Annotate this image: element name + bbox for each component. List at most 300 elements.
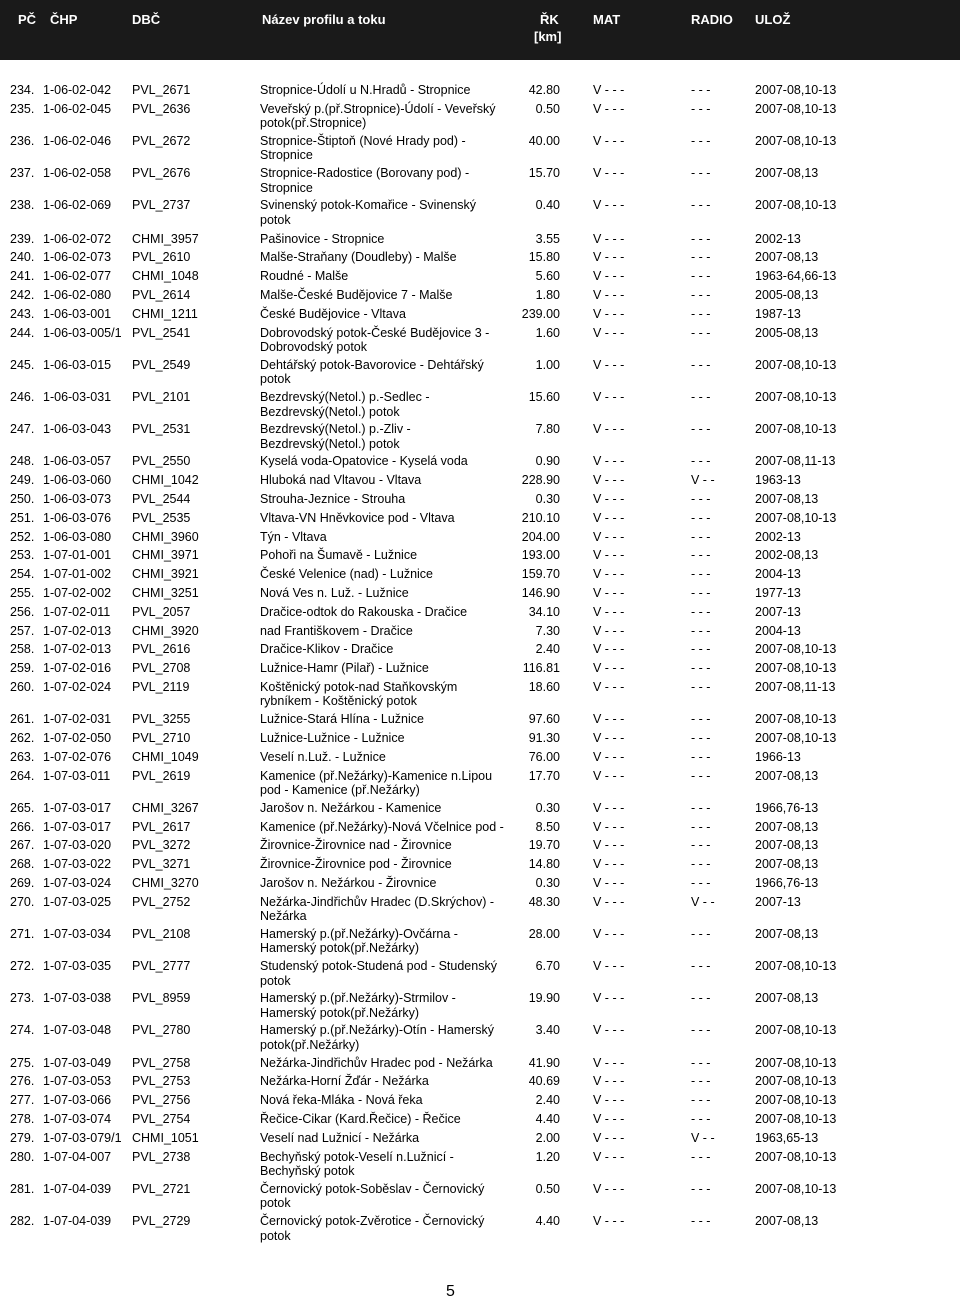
cell-rk: 17.70	[528, 768, 560, 783]
cell-mat: V - - -	[593, 231, 625, 246]
header-rk-unit: [km]	[534, 29, 562, 44]
cell-nazev: Hluboká nad Vltavou - Vltava	[260, 473, 422, 488]
cell-por: 258.	[10, 642, 35, 657]
cell-nazev: Lužnice-Hamr (Pilař) - Lužnice	[260, 661, 429, 676]
cell-dbc: PVL_3255	[132, 712, 191, 727]
cell-mat: V - - -	[593, 422, 625, 437]
cell-nazev: Bezdrevský(Netol.) p.-Zliv - Bezdrevský(Netol.) potok	[260, 422, 411, 451]
cell-dbc: CHMI_3251	[132, 585, 199, 600]
cell-por: 250.	[10, 491, 35, 506]
cell-dbc: PVL_2753	[132, 1074, 191, 1089]
cell-dbc: PVL_2101	[132, 390, 191, 405]
cell-rk: 41.90	[528, 1055, 560, 1070]
cell-uloz: 2007-08,10-13	[755, 959, 837, 974]
cell-nazev: Jarošov n. Nežárkou - Žirovnice	[260, 875, 437, 890]
cell-radio: - - -	[691, 198, 711, 213]
table-header	[0, 0, 960, 60]
cell-dbc: PVL_2676	[132, 166, 191, 181]
table-row	[0, 1074, 960, 1089]
cell-mat: V - - -	[593, 1181, 625, 1196]
table-row	[0, 1093, 960, 1108]
table-row	[0, 358, 960, 387]
cell-mat: V - - -	[593, 166, 625, 181]
cell-radio: - - -	[691, 83, 711, 97]
cell-rk: 19.70	[528, 838, 560, 853]
cell-uloz: 1966-13	[755, 749, 801, 764]
cell-chp: 1-06-03-001	[43, 306, 112, 321]
cell-nazev: Dračice-Klikov - Dračice	[260, 642, 394, 657]
cell-por: 277.	[10, 1093, 35, 1108]
table-row	[0, 624, 960, 639]
cell-nazev: Svinenský potok-Komařice - Svinenský potok	[260, 198, 477, 227]
cell-mat: V - - -	[593, 800, 625, 815]
cell-chp: 1-07-03-022	[43, 857, 112, 872]
cell-radio: - - -	[691, 1214, 711, 1228]
cell-chp: 1-06-02-080	[43, 288, 112, 303]
cell-nazev: Černovický potok-Soběslav - Černovický potok	[260, 1181, 485, 1211]
cell-uloz: 2007-08,11-13	[755, 454, 836, 469]
cell-chp: 1-07-03-011	[43, 768, 111, 783]
cell-rk: 14.80	[528, 857, 560, 872]
cell-chp: 1-06-02-042	[43, 83, 112, 97]
cell-radio: - - -	[691, 623, 711, 638]
cell-chp: 1-06-03-057	[43, 454, 112, 469]
cell-uloz: 2007-08,13	[755, 491, 819, 506]
cell-uloz: 2007-08,13	[755, 838, 819, 853]
cell-dbc: PVL_2619	[132, 768, 191, 783]
cell-por: 245.	[10, 357, 35, 372]
cell-rk: 116.81	[522, 661, 560, 676]
cell-uloz: 2007-08,10-13	[755, 1074, 837, 1089]
cell-rk: 34.10	[528, 604, 560, 619]
cell-por: 236.	[10, 133, 35, 148]
cell-rk: 3.40	[535, 1023, 560, 1038]
cell-chp: 1-07-02-013	[43, 642, 112, 657]
cell-nazev: Veveřský p.(př.Stropnice)-Údolí - Veveřský potok(př.Stropnice)	[260, 101, 496, 131]
table-row	[0, 269, 960, 284]
table-row	[0, 586, 960, 601]
table-row	[0, 1150, 960, 1179]
cell-dbc: PVL_8959	[132, 991, 191, 1006]
cell-por: 238.	[10, 198, 35, 213]
cell-radio: - - -	[691, 491, 711, 506]
table-row	[0, 838, 960, 853]
cell-por: 239.	[10, 231, 35, 246]
header-chp: ČHP	[50, 12, 78, 27]
cell-mat: V - - -	[593, 679, 625, 694]
table-row	[0, 1131, 960, 1146]
table-row	[0, 661, 960, 676]
cell-uloz: 2007-08,10-13	[755, 1093, 837, 1108]
table-row	[0, 857, 960, 872]
cell-radio: - - -	[691, 959, 711, 974]
cell-uloz: 2007-08,13	[755, 166, 819, 181]
cell-nazev: Vltava-VN Hněvkovice pod - Vltava	[260, 510, 455, 525]
table-row	[0, 1056, 960, 1071]
cell-nazev: Studenský potok-Studená pod - Studenský potok	[260, 959, 497, 988]
cell-nazev: Kyselá voda-Opatovice - Kyselá voda	[260, 454, 468, 469]
cell-uloz: 2007-08,13	[755, 857, 819, 872]
cell-chp: 1-07-01-001	[43, 548, 112, 563]
table-row	[0, 166, 960, 195]
cell-mat: V - - -	[593, 473, 625, 488]
cell-rk: 239.00	[521, 306, 560, 321]
cell-rk: 48.30	[528, 894, 560, 909]
cell-uloz: 2007-08,10-13	[755, 730, 837, 745]
cell-dbc: PVL_2535	[132, 510, 191, 525]
cell-rk: 159.70	[521, 567, 560, 582]
cell-por: 234.	[10, 83, 35, 97]
table-row	[0, 83, 960, 98]
cell-mat: V - - -	[593, 1074, 625, 1089]
cell-rk: 15.80	[528, 250, 560, 265]
cell-dbc: CHMI_3957	[132, 231, 199, 246]
cell-mat: V - - -	[593, 959, 625, 974]
table-row	[0, 454, 960, 469]
cell-chp: 1-07-03-025	[43, 894, 112, 909]
cell-mat: V - - -	[593, 133, 625, 148]
cell-mat: V - - -	[593, 991, 625, 1006]
cell-chp: 1-07-03-020	[43, 838, 112, 853]
cell-mat: V - - -	[593, 661, 625, 676]
cell-dbc: PVL_2119	[132, 679, 190, 694]
cell-chp: 1-07-03-017	[43, 800, 112, 815]
cell-dbc: PVL_2550	[132, 454, 191, 469]
table-row	[0, 642, 960, 657]
table-row	[0, 1214, 960, 1243]
cell-mat: V - - -	[593, 198, 625, 213]
cell-mat: V - - -	[593, 926, 625, 941]
cell-rk: 1.60	[535, 325, 560, 340]
cell-mat: V - - -	[593, 250, 625, 265]
cell-mat: V - - -	[593, 819, 625, 834]
cell-nazev: Roudné - Malše	[260, 269, 349, 284]
header-uloz: ULOŽ	[755, 12, 791, 27]
cell-dbc: PVL_2710	[132, 730, 191, 745]
table-row	[0, 769, 960, 798]
cell-rk: 193.00	[521, 548, 560, 563]
header-nazev: Název profilu a toku	[262, 12, 386, 27]
cell-dbc: PVL_2758	[132, 1055, 191, 1070]
cell-radio: - - -	[691, 838, 711, 853]
cell-radio: - - -	[691, 749, 711, 764]
cell-por: 280.	[10, 1149, 35, 1164]
cell-uloz: 2007-08,10-13	[755, 101, 837, 116]
cell-nazev: Nová řeka-Mláka - Nová řeka	[260, 1093, 423, 1108]
cell-dbc: PVL_2531	[132, 422, 191, 437]
cell-uloz: 2002-13	[755, 231, 801, 246]
cell-radio: - - -	[691, 712, 711, 727]
cell-chp: 1-06-02-046	[43, 133, 112, 148]
cell-radio: V - -	[691, 1130, 715, 1145]
cell-mat: V - - -	[593, 1023, 625, 1038]
cell-por: 259.	[10, 661, 35, 676]
cell-radio: - - -	[691, 991, 711, 1006]
cell-nazev: Hamerský p.(př.Nežárky)-Otín - Hamerský potok(př.Nežárky)	[260, 1023, 495, 1052]
cell-dbc: PVL_2108	[132, 926, 191, 941]
cell-mat: V - - -	[593, 1093, 625, 1108]
cell-por: 267.	[10, 838, 35, 853]
cell-dbc: CHMI_1049	[132, 749, 199, 764]
cell-radio: - - -	[691, 1074, 711, 1089]
cell-radio: - - -	[691, 231, 711, 246]
cell-rk: 91.30	[528, 730, 560, 745]
cell-radio: - - -	[691, 101, 711, 116]
cell-nazev: Týn - Vltava	[260, 529, 327, 544]
cell-mat: V - - -	[593, 101, 625, 116]
cell-nazev: Dobrovodský potok-České Budějovice 3 - Dobrovodský potok	[260, 325, 490, 355]
cell-dbc: CHMI_3270	[132, 875, 199, 890]
cell-nazev: Stropnice-Radostice (Borovany pod) - Stropnice	[260, 166, 470, 195]
cell-nazev: Hamerský p.(př.Nežárky)-Ovčárna - Hamerský potok(př.Nežárky)	[260, 926, 458, 956]
cell-uloz: 2007-08,13	[755, 926, 819, 941]
cell-chp: 1-06-02-073	[43, 250, 112, 265]
cell-uloz: 2007-08,13	[755, 1214, 819, 1228]
table-row	[0, 511, 960, 526]
cell-mat: V - - -	[593, 749, 625, 764]
cell-nazev: Nežárka-Jindřichův Hradec pod - Nežárka	[260, 1055, 493, 1070]
cell-nazev: Nová Ves n. Luž. - Lužnice	[260, 585, 409, 600]
cell-radio: - - -	[691, 642, 711, 657]
cell-rk: 5.60	[535, 269, 560, 284]
cell-mat: V - - -	[593, 768, 625, 783]
cell-dbc: PVL_2610	[132, 250, 191, 265]
cell-uloz: 2007-08,11-13	[755, 679, 836, 694]
cell-por: 269.	[10, 875, 35, 890]
cell-dbc: PVL_2708	[132, 661, 191, 676]
cell-por: 279.	[10, 1130, 35, 1145]
cell-mat: V - - -	[593, 510, 625, 525]
cell-por: 273.	[10, 991, 35, 1006]
cell-dbc: PVL_3271	[132, 857, 191, 872]
cell-chp: 1-06-02-077	[43, 269, 112, 284]
cell-mat: V - - -	[593, 604, 625, 619]
table-row	[0, 567, 960, 582]
cell-rk: 0.50	[535, 101, 560, 116]
cell-rk: 28.00	[528, 926, 560, 941]
table-row	[0, 1023, 960, 1052]
cell-mat: V - - -	[593, 1149, 625, 1164]
cell-rk: 1.00	[535, 357, 560, 372]
cell-por: 249.	[10, 473, 35, 488]
cell-rk: 40.69	[528, 1074, 560, 1089]
cell-uloz: 2007-08,10-13	[755, 642, 837, 657]
table-row	[0, 991, 960, 1020]
table-row	[0, 680, 960, 709]
cell-chp: 1-07-04-039	[43, 1214, 112, 1228]
table-row	[0, 102, 960, 131]
cell-radio: - - -	[691, 548, 711, 563]
table-row	[0, 750, 960, 765]
cell-chp: 1-06-02-069	[43, 198, 112, 213]
cell-radio: - - -	[691, 730, 711, 745]
cell-nazev: Koštěnický potok-nad Staňkovským rybníkem - Koštěnický potok	[260, 679, 458, 709]
cell-chp: 1-07-04-039	[43, 1181, 112, 1196]
cell-radio: - - -	[691, 510, 711, 525]
cell-mat: V - - -	[593, 894, 625, 909]
cell-chp: 1-06-03-060	[43, 473, 112, 488]
cell-radio: - - -	[691, 567, 711, 582]
table-row	[0, 422, 960, 451]
cell-dbc: CHMI_3267	[132, 800, 199, 815]
cell-chp: 1-06-02-058	[43, 166, 112, 181]
cell-chp: 1-07-03-035	[43, 959, 112, 974]
table-row	[0, 288, 960, 303]
header-radio: RADIO	[691, 12, 733, 27]
cell-por: 282.	[10, 1214, 35, 1228]
cell-dbc: PVL_2738	[132, 1149, 191, 1164]
cell-dbc: PVL_2671	[132, 83, 191, 97]
cell-uloz: 2007-08,10-13	[755, 198, 837, 213]
cell-nazev: Řečice-Cikar (Kard.Řečice) - Řečice	[260, 1112, 461, 1127]
table-row	[0, 530, 960, 545]
cell-dbc: PVL_2549	[132, 357, 191, 372]
cell-por: 264.	[10, 768, 35, 783]
cell-rk: 210.10	[521, 510, 560, 525]
cell-por: 272.	[10, 959, 35, 974]
cell-rk: 1.20	[535, 1149, 560, 1164]
cell-nazev: Stropnice-Štiptoň (Nové Hrady pod) - Stropnice	[260, 133, 466, 163]
table-row	[0, 307, 960, 322]
cell-chp: 1-07-04-007	[43, 1149, 112, 1164]
cell-por: 281.	[10, 1181, 35, 1196]
table-row	[0, 1112, 960, 1127]
cell-radio: - - -	[691, 926, 711, 941]
cell-dbc: PVL_2752	[132, 894, 191, 909]
cell-dbc: CHMI_3920	[132, 623, 199, 638]
cell-por: 255.	[10, 585, 35, 600]
cell-chp: 1-07-03-049	[43, 1055, 112, 1070]
cell-uloz: 2007-13	[755, 604, 801, 619]
table-row	[0, 959, 960, 988]
cell-chp: 1-07-03-066	[43, 1093, 112, 1108]
cell-radio: - - -	[691, 585, 711, 600]
cell-mat: V - - -	[593, 642, 625, 657]
table-row	[0, 820, 960, 835]
cell-uloz: 2004-13	[755, 567, 801, 582]
cell-mat: V - - -	[593, 838, 625, 853]
cell-radio: - - -	[691, 768, 711, 783]
cell-chp: 1-07-01-002	[43, 567, 112, 582]
cell-mat: V - - -	[593, 390, 625, 405]
cell-rk: 2.40	[535, 1093, 560, 1108]
cell-radio: - - -	[691, 857, 711, 872]
cell-chp: 1-06-03-005/1	[43, 325, 122, 340]
table-row	[0, 492, 960, 507]
cell-dbc: PVL_2617	[132, 819, 191, 834]
cell-mat: V - - -	[593, 1055, 625, 1070]
cell-dbc: CHMI_3921	[132, 567, 199, 582]
cell-mat: V - - -	[593, 712, 625, 727]
cell-por: 235.	[10, 101, 35, 116]
cell-dbc: PVL_2721	[132, 1181, 191, 1196]
cell-mat: V - - -	[593, 1112, 625, 1127]
cell-por: 263.	[10, 749, 35, 764]
cell-radio: V - -	[691, 894, 715, 909]
cell-rk: 1.80	[535, 288, 560, 303]
cell-chp: 1-07-03-024	[43, 875, 112, 890]
cell-uloz: 1977-13	[755, 585, 801, 600]
cell-rk: 0.90	[535, 454, 560, 469]
cell-uloz: 2007-08,10-13	[755, 422, 837, 437]
cell-por: 257.	[10, 623, 35, 638]
cell-por: 253.	[10, 548, 35, 563]
cell-nazev: České Velenice (nad) - Lužnice	[260, 567, 434, 582]
cell-mat: V - - -	[593, 357, 625, 372]
cell-nazev: Pašinovice - Stropnice	[260, 231, 385, 246]
table-row	[0, 605, 960, 620]
cell-radio: - - -	[691, 288, 711, 303]
cell-nazev: Veselí nad Lužnicí - Nežárka	[260, 1130, 420, 1145]
cell-dbc: PVL_2636	[132, 101, 191, 116]
cell-mat: V - - -	[593, 325, 625, 340]
table-row	[0, 326, 960, 355]
cell-mat: V - - -	[593, 1130, 625, 1145]
cell-mat: V - - -	[593, 288, 625, 303]
cell-dbc: PVL_2616	[132, 642, 191, 657]
cell-chp: 1-07-02-050	[43, 730, 112, 745]
cell-uloz: 2007-13	[755, 894, 801, 909]
cell-chp: 1-07-02-011	[43, 604, 111, 619]
cell-chp: 1-07-03-038	[43, 991, 112, 1006]
cell-mat: V - - -	[593, 83, 625, 97]
cell-nazev: Černovický potok-Zvěrotice - Černovický potok	[260, 1214, 485, 1243]
cell-rk: 6.70	[535, 959, 560, 974]
cell-dbc: CHMI_1051	[132, 1130, 199, 1145]
cell-radio: - - -	[691, 1055, 711, 1070]
cell-chp: 1-07-02-031	[43, 712, 112, 727]
cell-por: 256.	[10, 604, 35, 619]
cell-radio: - - -	[691, 1093, 711, 1108]
cell-nazev: Strouha-Jeznice - Strouha	[260, 491, 406, 506]
cell-uloz: 2005-08,13	[755, 288, 819, 303]
cell-uloz: 1963-64,66-13	[755, 269, 837, 284]
cell-nazev: Bezdrevský(Netol.) p.-Sedlec - Bezdrevský(Netol.) potok	[260, 390, 430, 419]
cell-dbc: CHMI_1211	[132, 306, 198, 321]
table-row	[0, 232, 960, 247]
table-row	[0, 548, 960, 563]
cell-uloz: 2007-08,10-13	[755, 661, 837, 676]
cell-uloz: 2007-08,13	[755, 819, 819, 834]
cell-nazev: Jarošov n. Nežárkou - Kamenice	[260, 800, 442, 815]
cell-chp: 1-07-03-048	[43, 1023, 112, 1038]
table-row	[0, 390, 960, 419]
cell-por: 268.	[10, 857, 35, 872]
cell-nazev: Žirovnice-Žirovnice nad - Žirovnice	[260, 838, 452, 853]
cell-nazev: Malše-Straňany (Doudleby) - Malše	[260, 250, 457, 265]
cell-dbc: PVL_2756	[132, 1093, 191, 1108]
cell-chp: 1-07-02-002	[43, 585, 112, 600]
cell-uloz: 1963,65-13	[755, 1130, 819, 1145]
cell-nazev: Lužnice-Lužnice - Lužnice	[260, 730, 405, 745]
cell-por: 265.	[10, 800, 35, 815]
cell-nazev: Stropnice-Údolí u N.Hradů - Stropnice	[260, 83, 471, 97]
cell-rk: 2.40	[535, 642, 560, 657]
cell-chp: 1-07-03-074	[43, 1112, 112, 1127]
cell-uloz: 2002-08,13	[755, 548, 819, 563]
cell-nazev: České Budějovice - Vltava	[260, 306, 406, 321]
table-row	[0, 801, 960, 816]
cell-nazev: Dehtářský potok-Bavorovice - Dehtářský potok	[260, 357, 484, 387]
cell-por: 262.	[10, 730, 35, 745]
cell-por: 244.	[10, 325, 35, 340]
cell-por: 261.	[10, 712, 35, 727]
cell-rk: 4.40	[535, 1214, 560, 1228]
cell-rk: 4.40	[535, 1112, 560, 1127]
cell-dbc: PVL_2614	[132, 288, 191, 303]
cell-uloz: 2007-08,10-13	[755, 1181, 837, 1196]
cell-por: 276.	[10, 1074, 35, 1089]
